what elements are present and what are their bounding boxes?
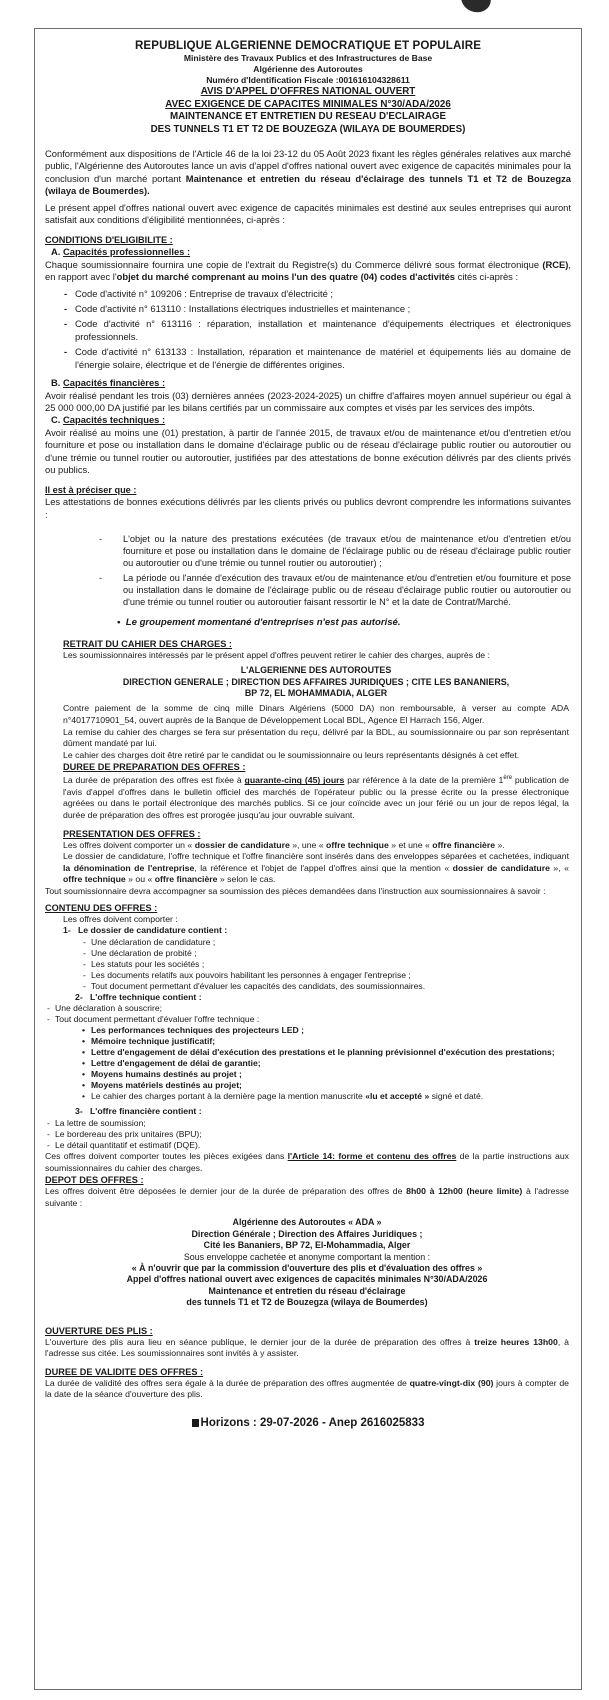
precision-title: Il est à préciser que : [45, 485, 137, 496]
contenu-section [45, 898, 571, 1401]
pres-t3: », une « [289, 839, 327, 850]
presentation-text [63, 840, 569, 852]
cap-pro-text-5: cités ci-après : [455, 271, 519, 283]
retrait-address-2: DIRECTION GENERALE ; DIRECTION DES AFFAIRES JURIDIQUES ; CITE LES BANANIERS, [122, 676, 510, 687]
cap-fin-heading [45, 377, 571, 389]
closing-b: l'Article 14: forme et contenu des offres [287, 1150, 457, 1161]
intro-object: Maintenance et entretien du réseau d'éclairage des tunnels T1 et T2 de Bouzegza (wilaya de Boumerdes). [45, 172, 571, 197]
candidature-item: - Une déclaration de candidature ; [91, 937, 569, 948]
grouping-text: Le groupement momentané d'entreprises n'est pas autorisé. [125, 617, 401, 629]
intro-paragraph-2: Le présent appel d'offres national ouvert avec exigence de capacités minimales est destiné aux seules entreprises qui auront satisfait aux conditions d'éligibilité mentionnées, ci-après : [45, 201, 571, 226]
object-title-2: DES TUNNELS T1 ET T2 DE BOUZEGZA (WILAYA DE BOUMERDES) [150, 123, 466, 135]
pres-p2g: » ou « [125, 874, 155, 885]
technique-list [45, 1003, 569, 1025]
cap-tech-title: Capacités techniques : [62, 414, 166, 426]
activity-code: - Code d'activité n° 109206 : Entreprise de travaux d'électricité ; [75, 288, 571, 300]
duree-text-3: par référence à la date de la première 1 [344, 775, 504, 786]
cap-pro-text-2: (RCE) [542, 258, 569, 270]
validite-days: quatre-vingt-dix (90) [409, 1377, 494, 1388]
cap-pro-text-1: Chaque soumissionnaire fournira une copie de l'extrait du Registre(s) du Commerce délivré sous format électronique [45, 258, 543, 270]
notice-title-2: AVEC EXIGENCE DE CAPACITES MINIMALES N°30/ADA/2026 [165, 98, 451, 110]
grouping-note: • Le groupement momentané d'entreprises n'est pas autorisé. [117, 617, 401, 629]
closing-c: de la partie instructions aux soumissionnaires du cahier des charges. [45, 1150, 569, 1173]
cahier-text-c: signé et daté. [429, 1091, 484, 1102]
depot-text [45, 1186, 569, 1209]
cap-tech-text: Avoir réalisé au moins une (01) prestation, à partir de l'année 2015, de travaux et/ou de maintenance et/ou d'entretien et/ou fourniture et pose ou installation dans le domaine d'éclairage public ou de réseau d'éclairage public routier ou autoroutier ou d'une trémie ou tunnel routier ou autoroutier, justifiées par des attestations de bonne exécution délivrés par des clients privés ou publics. [45, 426, 571, 475]
n2-label: 2- [75, 991, 83, 1002]
candidature-heading [45, 925, 569, 937]
pres-t1: Les offres doivent comporter un « [63, 839, 195, 850]
duree-text-4: publication de l'avis d'appel d'offres dans le bulletin officiel des marchés de l'opérateur public ou la presse écrite ou la presse électronique agréées ou dans le portail électronique des marchés publics. Si ce jour coïncide avec un jour férié ou un jour de repos légal, la durée de préparation des offres est prorogée jusqu'au jour ouvrable suivant. [63, 775, 569, 821]
object-title-1: MAINTENANCE ET ENTRETIEN DU RESEAU D'ECLAIRAGE [169, 111, 447, 122]
precision-item: - L'objet ou la nature des prestations exécutées (de travaux et/ou de maintenance et/ou d'entretien et/ou fourniture et pose ou installation dans le domaine de l'éclairage public ou de réseau d'éclairage public routier ou autoroutier ou d'une trémie ou tunnel routier ou autoroutier) ; [123, 533, 571, 569]
duree-sup: ère [503, 775, 513, 782]
activity-code: - Code d'activité n° 613133 : Installation, réparation et maintenance de matériel et équipements liés au domaine de l'énergie solaire, électrique et de l'énergie de différentes origines. [75, 346, 571, 371]
duree-text-1: La durée de préparation des offres est fixée à [63, 775, 245, 786]
presentation-title: PRESENTATION DES OFFRES : [63, 828, 201, 839]
retrait-title: RETRAIT DU CAHIER DES CHARGES : [63, 638, 232, 649]
technique-bullet-cahier [91, 1091, 569, 1102]
cahier-text-b: «lu et accepté » [365, 1091, 430, 1102]
precision-text: Les attestations de bonnes exécutions délivrés par les clients privés ou publics devront comprendre les informations suivantes : [45, 496, 571, 520]
contenu-closing [45, 1151, 569, 1174]
pres-p2f: offre technique [63, 874, 126, 885]
depot-address-2: Direction Générale ; Direction des Affaires Juridiques ; [191, 1228, 423, 1239]
retrait-address-3: BP 72, EL MOHAMMADIA, ALGER [244, 687, 388, 698]
cap-tech-heading [45, 414, 571, 426]
duree-title: DUREE DE PREPARATION DES OFFRES : [63, 762, 246, 773]
depot-object-1: Maintenance et entretien du réseau d'éclairage [208, 1285, 406, 1296]
notice-frame [34, 28, 582, 1690]
validite-text [45, 1378, 569, 1401]
cap-pro-label: A. [51, 246, 61, 258]
closing-a: Ces offres doivent comporter toutes les pièces exigées dans [45, 1150, 288, 1161]
precision-list [45, 533, 571, 608]
ink-blot [457, 0, 494, 16]
financiere-item: - Le détail quantitatif et estimatif (DQE). [55, 1140, 569, 1151]
ouverture-t1: L'ouverture des plis aura lieu en séance publique, le dernier jour de la durée de préparation des offres à [45, 1336, 475, 1347]
intro-text: Conformément aux dispositions de l'Article 46 de la loi 23-12 du 05 Août 2023 fixant les règles générales relatives aux marché public, l'Algérienne des Autoroutes lance un avis d'appel d'offres national ouvert avec exigence de capacités minimales pour la conclusion d'un marché portant [45, 148, 571, 184]
candidature-item: - Les statuts pour les sociétés ; [91, 959, 569, 970]
cap-fin-text: Avoir réalisé pendant les trois (03) dernières années (2023-2024-2025) un chiffre d'affaires moyen annuel supérieur ou égal à 25 000 000,00 DA justifié par les bilans certifiés par un commissaire aux comptes et visés par les services des impôts. [45, 389, 571, 413]
depot-envelope: Sous enveloppe cachetée et anonyme comportant la mention : [183, 1251, 431, 1262]
cap-pro-text [45, 259, 571, 284]
technique-item: - Une déclaration à souscrire; [55, 1003, 569, 1014]
depot-t3: à l'adresse suivante : [45, 1186, 569, 1208]
cap-pro-heading [45, 246, 571, 258]
financiere-heading [45, 1106, 569, 1118]
technique-heading [45, 992, 569, 1004]
candidature-item: - Les documents relatifs aux pouvoirs habilitant les personnes à engager l'entreprise ; [91, 970, 569, 981]
pres-p2d: dossier de candidature [452, 862, 550, 873]
retrait-withdrawal: Le cahier des charges doit être retiré par le candidat ou le soumissionnaire ou leurs représentants désignés à cet effet. [63, 749, 520, 760]
n3-title: L'offre financière contient : [89, 1106, 202, 1117]
depot-title: DEPOT DES OFFRES : [45, 1175, 144, 1186]
ministry-name: Ministère des Travaux Publics et des Infrastructures de Base [183, 53, 433, 63]
ouverture-title: OUVERTURE DES PLIS : [45, 1325, 153, 1336]
depot-mention: « À n'ouvrir que par la commission d'ouverture des plis et d'évaluation des offres » [131, 1262, 483, 1273]
cap-fin-title: Capacités financières : [62, 377, 166, 389]
pres-p2b: la dénomination de l'entreprise [63, 862, 195, 873]
technique-item: - Tout document permettant d'évaluer l'offre technique : [55, 1014, 569, 1025]
validite-t3: jours à compter de la date de la séance d'ouverture des plis. [45, 1377, 569, 1400]
candidature-item: - Une déclaration de probité ; [91, 948, 569, 959]
candidature-list [45, 937, 569, 992]
technique-bullet: • Les performances techniques des projecteurs LED ; [91, 1025, 569, 1036]
activity-codes-list [45, 288, 571, 371]
pres-t4: offre technique [326, 839, 389, 850]
cap-fin-label: B. [51, 377, 61, 389]
n1-title: Le dossier de candidature contient : [77, 925, 228, 936]
notice-title-1: AVIS D'APPEL D'OFFRES NATIONAL OUVERT [200, 86, 416, 97]
presentation-instruction: Tout soumissionnaire devra accompagner sa soumission des pièces demandées dans l'instruction aux soumissionnaires à savoir : [45, 885, 546, 896]
publication-footer [45, 1417, 571, 1429]
contenu-intro: Les offres doivent comporter : [63, 913, 178, 924]
validite-t1: La durée de validité des offres sera égale à la durée de préparation des offres augmentée de [45, 1377, 410, 1388]
depot-t1: Les offres doivent être déposées le dernier jour de la durée de préparation des offres de [45, 1186, 407, 1197]
eligibility-title: CONDITIONS D'ELIGIBILITE : [45, 235, 173, 246]
candidature-item: - Tout document permettant d'évaluer les capacités des candidats, des soumissionnaires. [91, 981, 569, 992]
retrait-address-1: L'ALGERIENNE DES AUTOROUTES [240, 665, 392, 676]
pres-t5: » et une « [388, 839, 433, 850]
duree-days: guarante-cinq (45) jours [244, 775, 345, 786]
agency-name: Algérienne des Autoroutes [253, 64, 363, 74]
retrait-text: Les soumissionnaires intéressés par le présent appel d'offres peuvent retirer le cahier des charges, auprès de : [63, 649, 490, 660]
depot-object-2: des tunnels T1 et T2 de Bouzegza (wilaya de Boumerdes) [186, 1297, 428, 1308]
cahier-text-a: Le cahier des charges portant à la dernière page la mention manuscrite [91, 1091, 366, 1102]
n1-label: 1- [63, 925, 71, 936]
retrait-delivery: La remise du cahier des charges se fera sur présentation du reçu, délivré par la BDL, au soumissionnaire ou par son représentant dûment mandaté par lui. [63, 726, 569, 749]
technique-bullet: • Lettre d'engagement de délai d'exécution des prestations et le planning prévisionnel d'exécution des prestations; [91, 1047, 569, 1058]
technique-bullet: • Moyens humains destinés au projet ; [91, 1069, 569, 1080]
technique-bullet: • Mémoire technique justificatif; [91, 1036, 569, 1047]
cap-pro-text-4: objet du marché comprenant au moins l'un des quatre (04) codes d'activités [116, 271, 456, 283]
activity-code: - Code d'activité n° 613110 : Installations électriques industrielles et maintenance ; [75, 303, 571, 315]
technique-bullets [45, 1025, 569, 1102]
presentation-envelopes [63, 851, 569, 886]
header [45, 39, 571, 136]
ouverture-time: treize heures 13h00 [474, 1336, 558, 1347]
pres-p2a: Le dossier de candidature, l'offre technique et l'offre financière sont insérés dans des enveloppes séparées et cachetées, indiquant [63, 851, 569, 862]
pres-t6: offre financière [432, 839, 496, 850]
pres-t2: dossier de candidature [194, 839, 290, 850]
duree-text [63, 773, 569, 821]
n2-title: L'offre technique contient : [89, 991, 202, 1002]
contenu-title: CONTENU DES OFFRES : [45, 902, 158, 913]
financiere-item: - Le bordereau des prix unitaires (BPU); [55, 1129, 569, 1140]
pres-p2i: » selon le cas. [217, 874, 276, 885]
cap-tech-label: C. [51, 414, 61, 426]
republic-title: REPUBLIQUE ALGERIENNE DEMOCRATIQUE ET POPULAIRE [134, 39, 482, 52]
validite-title: DUREE DE VALIDITE DES OFFRES : [45, 1366, 204, 1377]
activity-code: - Code d'activité n° 613116 : réparation, installation et maintenance d'équipements électriques et électroniques professionnels. [75, 318, 571, 343]
depot-address-1: Algérienne des Autoroutes « ADA » [232, 1217, 382, 1228]
depot-hours: 8h00 à 12h00 (heure limite) [406, 1186, 523, 1197]
footer-text: Horizons : 29-07-2026 - Anep 2616025833 [200, 1416, 425, 1429]
retrait-payment: Contre paiement de la somme de cinq mille Dinars Algériens (5000 DA) non remboursable, à verser au compte ADA n°4017710901_54, ouvert auprès de la Banque de Développement Local BDL, Agence El Harrach 156, Alger. [63, 703, 569, 725]
pres-p2h: offre financière [154, 874, 218, 885]
precision-item: - La période ou l'année d'exécution des travaux et/ou de maintenance et/ou d'entretien et/ou fourniture et pose ou installation dans le domaine de l'éclairage public ou de réseau d'éclairage public routier ou autoroutier ou d'une trémie ou tunnel routier ou autoroutier faisant ressortir le N° et la date de Contrat/Marché. [123, 572, 571, 608]
cap-pro-title: Capacités professionnelles : [62, 246, 191, 258]
cap-pro-text-3: , en rapport avec l' [45, 258, 571, 283]
fiscal-id: Numéro d'Identification Fiscale :001616104328611 [206, 75, 410, 85]
pres-p2e: », « [549, 862, 569, 873]
depot-address-3: Cité les Bananiers, BP 72, El-Mohammadia, Alger [203, 1240, 411, 1251]
ouverture-text [45, 1337, 569, 1360]
depot-reference: Appel d'offres national ouvert avec exigences de capacités minimales N°30/ADA/2026 [126, 1274, 488, 1285]
intro-paragraph [45, 148, 571, 198]
retrait-section [45, 630, 571, 886]
n3-label: 3- [75, 1106, 83, 1117]
financiere-item: - La lettre de soumission; [55, 1118, 569, 1129]
financiere-list [45, 1118, 569, 1151]
technique-bullet: • Moyens matériels destinés au projet; [91, 1080, 569, 1091]
technique-bullet: • Lettre d'engagement de délai de garantie; [91, 1058, 569, 1069]
pres-p2c: , la référence et l'objet de l'appel d'offres ainsi que la mention « [194, 862, 453, 873]
square-icon [192, 1419, 199, 1427]
ouverture-t3: , à l'adresse sus citée. Les soumissionnaires sont invités à y assister. [45, 1336, 569, 1359]
pres-t7: ». [495, 839, 505, 850]
